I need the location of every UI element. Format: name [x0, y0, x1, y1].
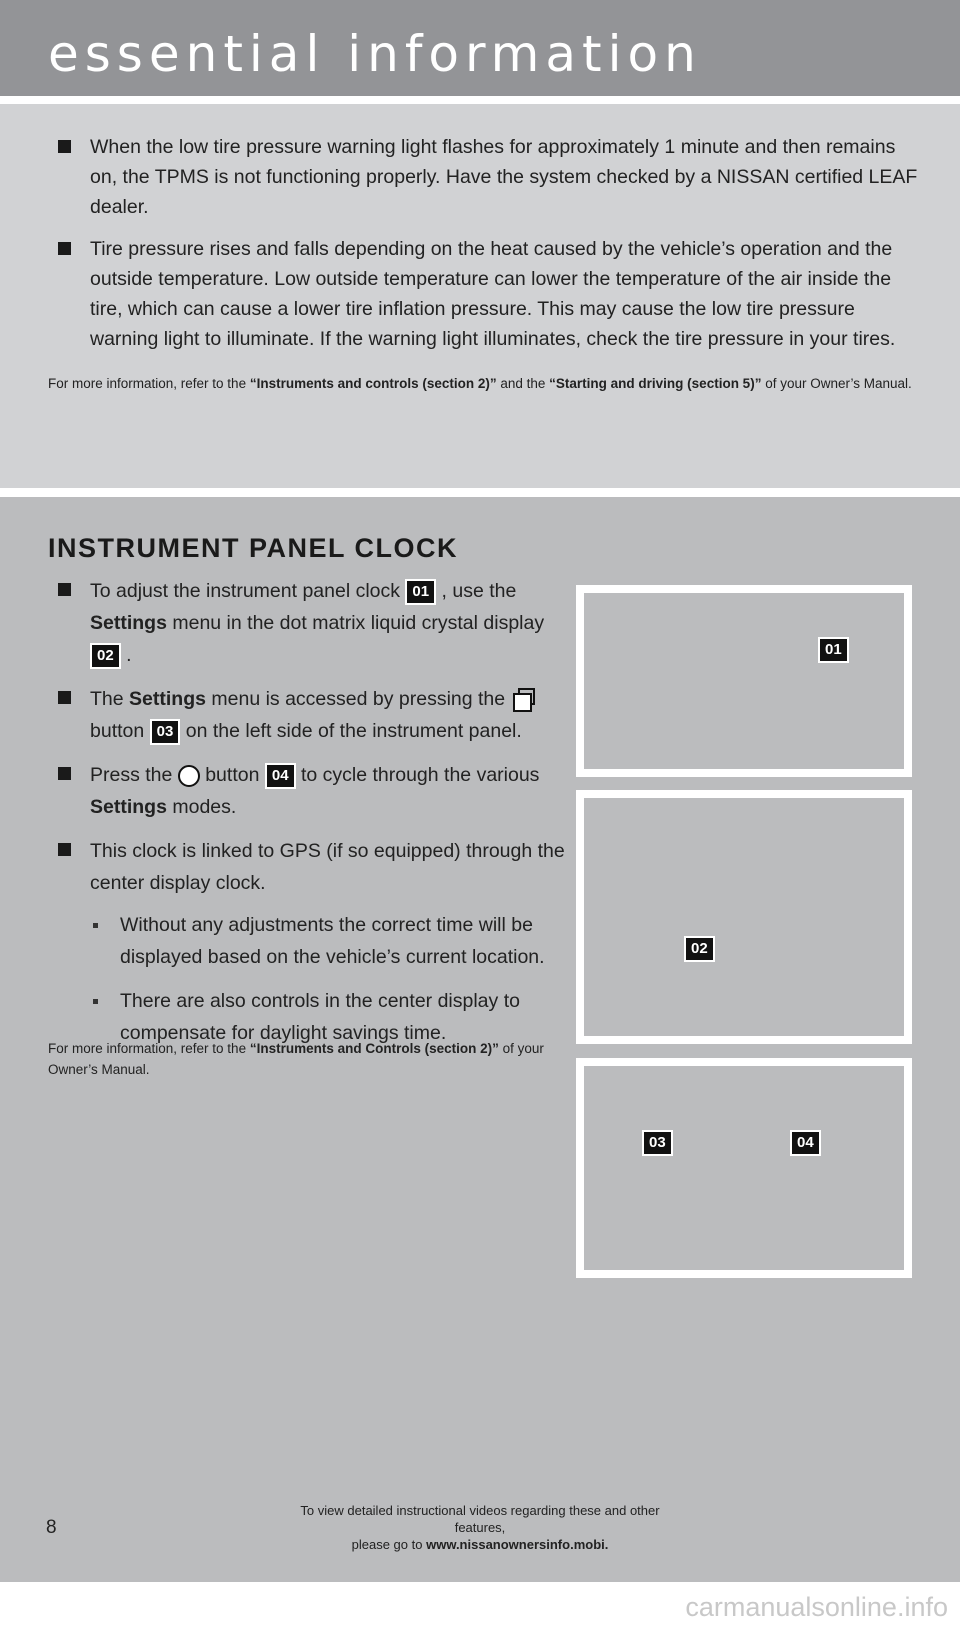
ref-text: of your Owner’s Manual. — [48, 1041, 544, 1077]
bullet-text: The — [90, 688, 130, 710]
image-callout-01: 01 — [818, 637, 849, 663]
image-instrument-cluster — [576, 585, 912, 777]
ref-text: For more information, refer to the — [48, 1041, 250, 1056]
callout-badge-03: 03 — [150, 719, 181, 745]
watermark-strip — [0, 1582, 960, 1632]
footer-text: please go to — [351, 1537, 427, 1552]
square-bullet-icon — [58, 242, 71, 255]
list-item — [58, 683, 570, 747]
sub-bullet-text: There are also controls in the center display to compensate for daylight savings time. — [120, 990, 520, 1044]
page-title: essential information — [48, 25, 702, 83]
ref-section-instruments: “Instruments and Controls (section 2)” — [249, 1041, 499, 1056]
image-callout-04: 04 — [790, 1130, 821, 1156]
square-bullet-icon — [58, 767, 71, 780]
gps-sub-list — [90, 909, 570, 1049]
ref-section-starting: “Starting and driving (section 5)” — [549, 376, 762, 391]
tpms-reference-note — [48, 373, 918, 394]
bullet-text: This clock is linked to GPS (if so equipped) through the center display clock. — [90, 840, 565, 894]
callout-badge-01: 01 — [405, 579, 436, 605]
ref-text: For more information, refer to the — [48, 376, 250, 391]
ref-text: and the — [496, 376, 550, 391]
image-control-buttons — [576, 1058, 912, 1278]
bullet-text: modes. — [166, 796, 237, 818]
bullet-text: , use the — [436, 580, 517, 602]
ref-text: of your Owner’s Manual. — [761, 376, 912, 391]
bullet-text: to cycle through the various — [295, 764, 540, 786]
small-bullet-icon — [93, 999, 98, 1004]
footer-line: To view detailed instructional videos regarding these and other features, — [300, 1503, 660, 1535]
bullet-text: Tire pressure rises and falls depending on the heat caused by the vehicle’s operation and the outside temperature. Low outside temperature can lower the temperature of the air inside the tire, which can cause a lower tire inflation pressure. This may cause the low tire pressure warning light to illuminate. If the warning light illuminates, check the tire pressure in your tires. — [90, 238, 896, 350]
bullet-text: To adjust the instrument panel clock — [90, 580, 406, 602]
bullet-text: button — [90, 720, 150, 742]
square-bullet-icon — [58, 843, 71, 856]
list-item — [58, 234, 918, 354]
square-bullet-icon — [58, 691, 71, 704]
sub-list-item — [90, 909, 570, 973]
square-bullet-icon — [58, 583, 71, 596]
clock-bullet-list — [58, 575, 570, 1061]
image-lcd-display — [576, 790, 912, 1044]
footer-note — [280, 1502, 680, 1553]
sub-bullet-text: Without any adjustments the correct time will be displayed based on the vehicle’s current location. — [120, 914, 545, 968]
page-number: 8 — [46, 1517, 57, 1538]
settings-keyword: Settings — [129, 688, 206, 710]
list-item — [58, 759, 570, 823]
list-item — [58, 835, 570, 1049]
list-item — [58, 575, 570, 671]
circle-icon — [178, 765, 200, 787]
footer-url[interactable]: www.nissanownersinfo.mobi. — [426, 1537, 609, 1552]
bullet-text: menu is accessed by pressing the — [205, 688, 511, 710]
list-item — [58, 132, 918, 222]
square-bullet-icon — [58, 140, 71, 153]
section-title: INSTRUMENT PANEL CLOCK — [48, 533, 458, 563]
settings-keyword: Settings — [90, 612, 167, 634]
bullet-text: on the left side of the instrument panel. — [180, 720, 522, 742]
footer-line — [280, 1536, 680, 1553]
bullet-text: button — [199, 764, 265, 786]
small-bullet-icon — [93, 923, 98, 928]
clock-reference-note — [48, 1038, 548, 1080]
header-bar — [0, 0, 960, 96]
image-callout-02: 02 — [684, 936, 715, 962]
settings-keyword: Settings — [90, 796, 167, 818]
bullet-text: . — [120, 644, 132, 666]
bullet-text: When the low tire pressure warning light flashes for approximately 1 minute and then remains on, the TPMS is not functioning properly. Have the system checked by a NISSAN certified LEAF dealer. — [90, 136, 918, 218]
bullet-text: Press the — [90, 764, 178, 786]
watermark-text: carmanualsonline.info — [685, 1592, 948, 1622]
overlapping-squares-icon — [511, 688, 537, 712]
tpms-bullet-list — [58, 132, 918, 366]
callout-badge-04: 04 — [265, 763, 296, 789]
bullet-text: menu in the dot matrix liquid crystal display — [166, 612, 545, 634]
image-callout-03: 03 — [642, 1130, 673, 1156]
callout-badge-02: 02 — [90, 643, 121, 669]
ref-section-instruments: “Instruments and controls (section 2)” — [249, 376, 497, 391]
